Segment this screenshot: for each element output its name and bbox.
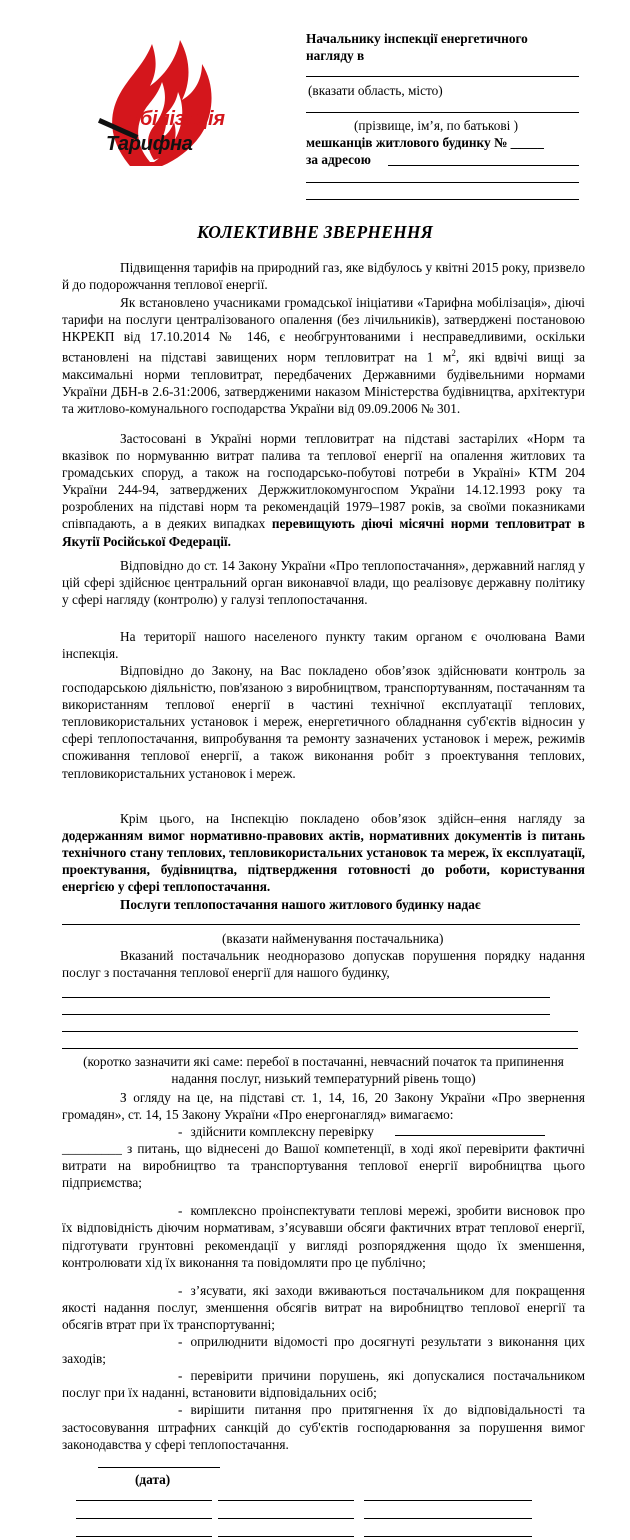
paragraph-6: Відповідно до Закону, на Вас покладено обов’язок здійснювати контроль за господарською діяльністю, пов'язаною з виробництвом, транспортуванням, постачанням та використанням теплової енергії в частині технічної експлуатації теплових, тепловикористальних установок і мереж, енергетичного обладнання суб'єктів відносин у сфері теплопостачання, випробування та ремонту зазначених установок і мереж, режимів споживання теплової енергії, а також виконання робіт з проектування теплових, тепловикористальних установок і мереж. xyxy=(62,663,585,781)
address-blank-1[interactable] xyxy=(388,165,579,166)
region-hint: (вказати область, місто) xyxy=(308,83,443,98)
dash-bullet: - xyxy=(178,1124,183,1139)
signature-blank[interactable] xyxy=(76,1536,212,1537)
date-label: (дата) xyxy=(135,1472,171,1487)
document-title: КОЛЕКТИВНЕ ЗВЕРНЕННЯ xyxy=(197,222,433,242)
violations-hint: (коротко зазначити які саме: перебої в постачанні, невчасний початок та припинення надання послуг, низький температурний рівень тощо) xyxy=(83,1054,564,1087)
demand-text: вирішити питання про притягнення їх до відповідальності та застосовування штрафних санкцій до суб'єктів господарювання за порушення вимог законодавства у сфері теплопостачання. xyxy=(62,1402,585,1452)
demand-text-cont: _________ з питань, що віднесені до Вашої компетенції, в ході якої перевірити фактичні витрати на виробництво та транспортування теплової енергії виробництва цього підприємства; xyxy=(62,1141,585,1191)
dash-bullet: - xyxy=(178,1203,183,1219)
region-blank[interactable] xyxy=(306,76,579,77)
signature-blank[interactable] xyxy=(218,1518,354,1519)
dash-bullet: - xyxy=(178,1402,183,1418)
paragraph-10: З огляду на це, на підставі ст. 1, 14, 16, 20 Закону України «Про звернення громадян», ст. 14, 15 Закону України «Про енергонагляд» вимагаємо: xyxy=(62,1090,585,1123)
paragraph-7-bold: додержанням вимог нормативно-правових актів, нормативних документів із питань технічного стану теплових, тепловикористальних установок та мереж, їх експлуатації, проектування, будівництва, підтвердження готовності до роботи, користування енергією у сфері теплопостачання. xyxy=(62,828,585,895)
demand-text: перевірити причини порушень, які допускалися постачальником послуг при їх наданні, встановити відповідальних осіб; xyxy=(62,1368,585,1401)
paragraph-3 xyxy=(62,430,585,550)
violations-blank-4[interactable] xyxy=(62,1048,578,1049)
superscript: 2 xyxy=(451,348,456,359)
paragraph-2-text-a: Як встановлено учасниками громадської ініціативи «Тарифна мобілізація», діючі тарифи на послуги централізованого опалення (без лічильників), затверджені постановою НКРЕКП від 17.10.2014 № 146, є необгрунтованими і несправедливими, оскільки встановлені на підставі завищених норм тепловитрат на 1 м xyxy=(62,295,585,365)
dash-bullet: - xyxy=(178,1334,183,1350)
signature-blank[interactable] xyxy=(364,1518,532,1519)
violations-blank-3[interactable] xyxy=(62,1031,578,1032)
logo-text-mobilization: обілізація xyxy=(128,108,225,130)
date-blank[interactable] xyxy=(98,1467,220,1468)
address-blank-3[interactable] xyxy=(306,199,579,200)
demand-item xyxy=(62,1367,585,1401)
paragraph-3-bold: перевищують діючі місячні норми тепловитрат в Якутії Російської Федерації. xyxy=(62,516,585,549)
signature-blank[interactable] xyxy=(218,1500,354,1501)
dash-bullet: - xyxy=(178,1282,183,1298)
signature-blank[interactable] xyxy=(76,1518,212,1519)
demand-text: оприлюднити відомості про досягнуті результати з виконання цих заходів; xyxy=(62,1334,585,1367)
demand-item xyxy=(62,1282,585,1333)
signature-blank[interactable] xyxy=(76,1500,212,1501)
addressee-line1: Начальнику інспекції енергетичного xyxy=(306,31,528,46)
paragraph-1: Підвищення тарифів на природний газ, яке відбулось у квітні 2015 року, призвело й до подорожчання теплової енергії. xyxy=(62,260,585,293)
demand-text: з’ясувати, які заходи вживаються постачальником для покращення якості надання послуг, зменшення обсягів витрат на виробництво теплової енергії та обсягів втрат при їх транспортуванні; xyxy=(62,1282,585,1332)
demand-item xyxy=(62,1123,585,1191)
name-blank[interactable] xyxy=(306,112,579,113)
paragraph-3-text: Застосовані в Україні норми тепловитрат на підставі застарілих «Норм та вказівок по нормуванню витрат палива та теплової енергії на опалення житлових та громадських споруд, а також на господарсько-побутові потреби в Україні» КТМ 204 України 244-94, затверджених Держжитлокомунгоспом України 14.12.1993 року та розроблених на підставі норм та рекомендацій 1979–1987 років, за своїми показниками співпадають, а в деяких випадках xyxy=(62,431,585,532)
violations-blank-1[interactable] xyxy=(62,997,550,998)
paragraph-8 xyxy=(62,896,585,913)
logo-text-tariff: Тарифна xyxy=(106,133,193,155)
paragraph-4: Відповідно до ст. 14 Закону України «Про теплопостачання», державний нагляд у цій сфері здійснює центральний орган виконавчої влади, що реалізовує державну політику у сфері нагляду (контролю) у галузі теплопостачання. xyxy=(62,558,585,608)
paragraph-2-text-b: , які вдвічі вищі за максимальні норми тепловитрат, передбачених Державними будівельними нормами України ДБН-в 2.6-31:2006, затвердженими наказом Міністерства будівництва, архітектури та житлово-комунального господарства України від 09.09.2006 № 301. xyxy=(62,349,585,416)
dash-bullet: - xyxy=(178,1368,183,1384)
demand-text: комплексно проінспектувати теплові мережі, зробити висновок про їх відповідність діючим нормативам, з’ясувавши обсяги фактичних втрат теплової енергії, підготувати грунтовні рекомендації у вигляді розпорядження щодо їх зменшення, контролювати хід їх виконання та повідомляти про це публічно; xyxy=(62,1203,585,1270)
name-hint: (прізвище, ім’я, по батькові ) xyxy=(354,118,519,133)
signature-blank[interactable] xyxy=(364,1536,532,1537)
residents-line: мешканців житлового будинку № _____ xyxy=(306,135,544,150)
supplier-blank[interactable] xyxy=(62,924,580,925)
demands-list xyxy=(62,1123,585,1453)
object-blank[interactable] xyxy=(395,1135,545,1136)
signature-blank[interactable] xyxy=(364,1500,532,1501)
address-blank-2[interactable] xyxy=(306,182,579,183)
supplier-hint: (вказати найменування постачальника) xyxy=(222,931,444,946)
demand-item xyxy=(62,1202,585,1270)
demand-item xyxy=(62,1333,585,1367)
paragraph-7-text: Крім цього, на Інспекцію покладено обов’язок здійсн–ення нагляду за xyxy=(120,811,585,826)
demand-text: здійснити комплексну перевірку xyxy=(190,1124,374,1139)
addressee-line2: нагляду в xyxy=(306,48,365,63)
paragraph-7 xyxy=(62,810,585,895)
supplier-intro: Послуги теплопостачання нашого житлового будинку надає xyxy=(120,897,481,912)
paragraph-2 xyxy=(62,294,585,417)
paragraph-5: На території нашого населеного пункту таким органом є очолювана Вами інспекція. xyxy=(62,629,585,662)
address-label: за адресою xyxy=(306,152,371,167)
signature-blank[interactable] xyxy=(218,1536,354,1537)
demand-item xyxy=(62,1401,585,1452)
violations-blank-2[interactable] xyxy=(62,1014,550,1015)
paragraph-9: Вказаний постачальник неодноразово допускав порушення порядку надання послуг з постачання теплової енергії для нашого будинку, xyxy=(62,948,585,981)
